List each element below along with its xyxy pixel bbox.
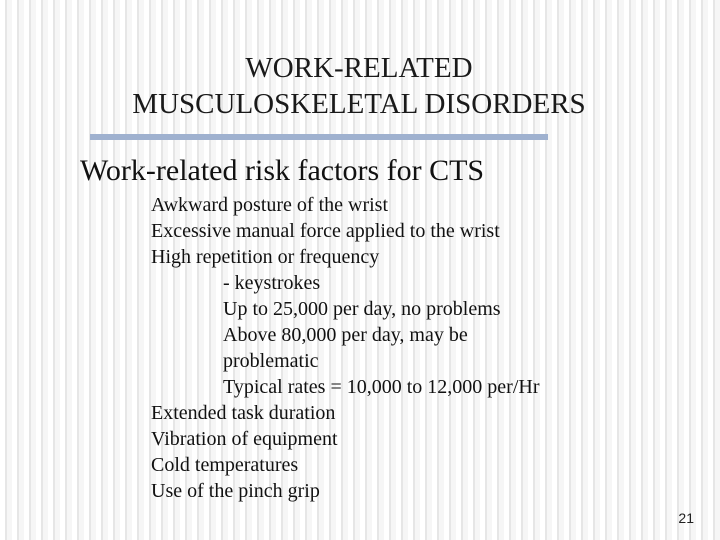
list-item-sub: Typical rates = 10,000 to 12,000 per/Hr bbox=[223, 376, 540, 398]
list-item: Excessive manual force applied to the wrist bbox=[151, 220, 500, 242]
list-item: Extended task duration bbox=[151, 402, 336, 424]
list-item: High repetition or frequency bbox=[151, 246, 380, 268]
list-item: Cold temperatures bbox=[151, 454, 299, 476]
page-number: 21 bbox=[678, 510, 694, 526]
list-item: Awkward posture of the wrist bbox=[151, 194, 389, 216]
slide-title bbox=[60, 50, 658, 122]
risk-factor-list bbox=[151, 192, 539, 504]
list-item-sub: - keystrokes bbox=[223, 272, 321, 294]
title-underline bbox=[90, 134, 548, 140]
list-item-sub: Above 80,000 per day, may be bbox=[223, 324, 468, 346]
list-item: Vibration of equipment bbox=[151, 428, 338, 450]
slide-title-line-1: WORK-RELATED bbox=[245, 52, 473, 84]
list-item-sub: problematic bbox=[223, 350, 319, 372]
list-item: Use of the pinch grip bbox=[151, 480, 320, 502]
slide-title-line-2: MUSCULOSKELETAL DISORDERS bbox=[132, 88, 586, 120]
slide-subheading: Work-related risk factors for CTS bbox=[80, 154, 485, 187]
list-item-sub: Up to 25,000 per day, no problems bbox=[223, 298, 501, 320]
